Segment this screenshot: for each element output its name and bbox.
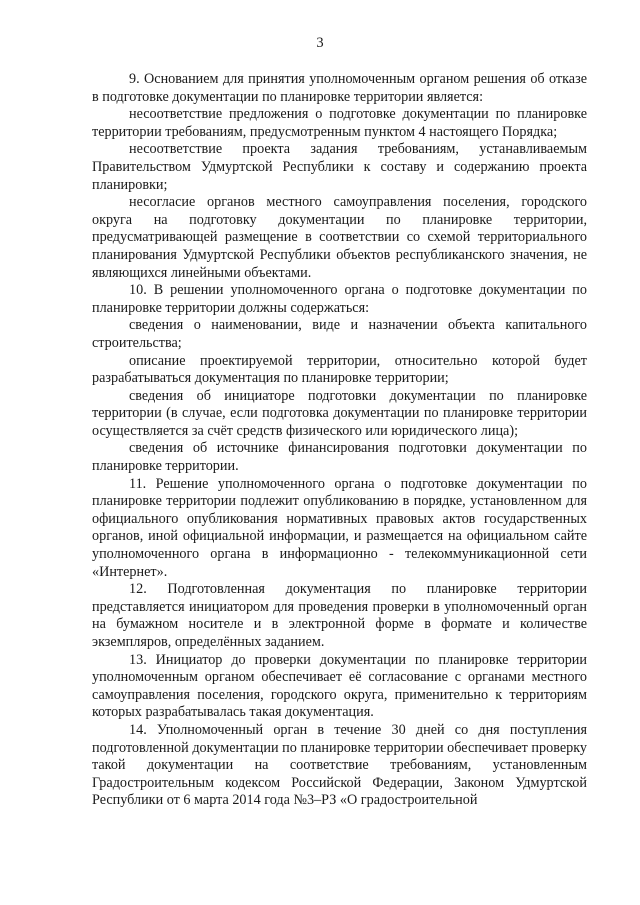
page-number: 3 <box>316 35 324 51</box>
paragraph-12: 12. Подготовленная документация по планировке территории представляется инициатором для проведения проверки в уполномоченный орган на бумажном носителе и в электронной форме в формате и количестве экземпляров, определённых заданием. <box>92 581 587 650</box>
paragraph-10-intro: 10. В решении уполномоченного органа о подготовке документации по планировке территории должны содержаться: <box>92 282 587 316</box>
paragraph-10-item-2: описание проектируемой территории, относительно которой будет разрабатываться документация по планировке территории; <box>92 352 587 387</box>
paragraph-10-item-3: сведения об инициаторе подготовки документации по планировке территории (в случае, если подготовка документации по планировке территории осуществляется за счёт средств физического или юридического лица); <box>92 387 587 439</box>
paragraph-9-item-1: несоответствие предложения о подготовке документации по планировке территории требованиям, предусмотренным пунктом 4 настоящего Порядка; <box>92 106 587 140</box>
paragraph-11: 11. Решение уполномоченного органа о подготовке документации по планировке территории подлежит опубликованию в порядке, установленном для официального опубликования нормативных правовых актов государственных органов, иной официальной информации, и размещается на официальном сайте уполномоченного органа в информационно - телекоммуникационной сети «Интернет». <box>92 475 587 580</box>
paragraph-10-item-4: сведения об источнике финансирования подготовки документации по планировке территории. <box>92 440 587 475</box>
paragraph-14: 14. Уполномоченный орган в течение 30 дней со дня поступления подготовленной документации по планировке территории обеспечивает проверку такой документации на соответствие требованиям, установленным Градостроительным кодексом Российской Федерации, Законом Удмуртской Республики от 6 марта 2014 года №3–РЗ «О градостроительной <box>92 721 587 809</box>
paragraph-13: 13. Инициатор до проверки документации по планировке территории уполномоченным органом обеспечивает её согласование с органами местного самоуправления поселения, городского округа, применительно к территориям которых разрабатывалась такая документация. <box>92 651 587 721</box>
paragraph-9-item-2: несоответствие проекта задания требованиям, устанавливаемым Правительством Удмуртской Республики к составу и содержанию проекта планировки; <box>92 141 587 193</box>
paragraph-9-item-3: несогласие органов местного самоуправления поселения, городского округа на подготовку документации по планировке территории, предусматривающей размещение в соответствии со схемой территориального планирования Удмуртской Республики объектов республиканского значения, не являющихся линейными объектами. <box>92 194 587 281</box>
document-body <box>92 71 587 810</box>
paragraph-10-item-1: сведения о наименовании, виде и назначении объекта капитального строительства; <box>92 317 587 351</box>
paragraph-9-intro: 9. Основанием для принятия уполномоченным органом решения об отказе в подготовке документации по планировке территории является: <box>92 71 587 105</box>
